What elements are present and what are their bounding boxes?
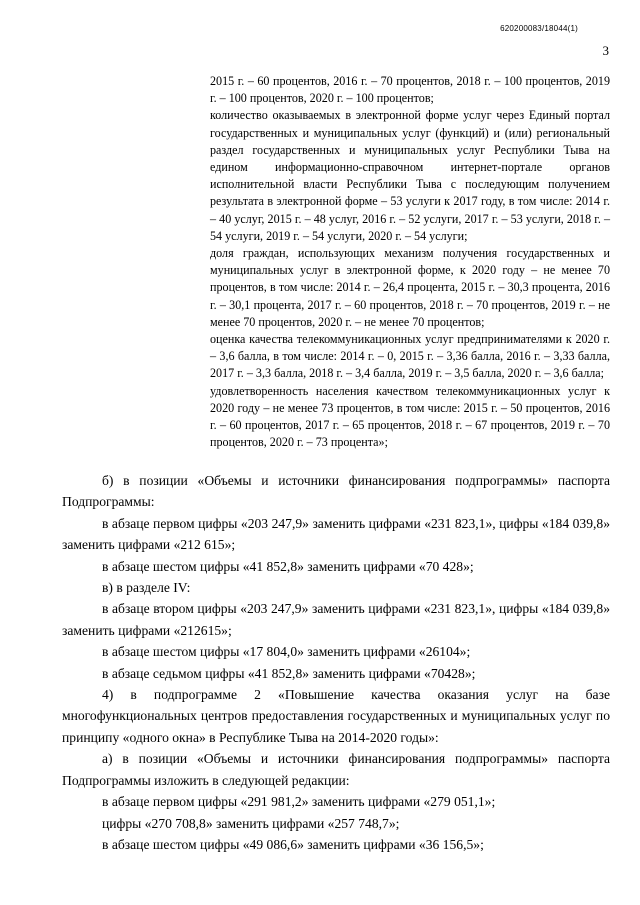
quoted-paragraph: количество оказываемых в электронной форме услуг через Единый портал государственных и муниципальных услуг (функций) и (или) региональный раздел государственных и муниципальных услуг Республики Тыва на едином информационно-справочном интернет-портале органов исполнительной власти Республики Тыва с последующим получением результата в электронной форме – 53 услуги к 2017 году, в том числе: 2014 г. – 40 услуг, 2015 г. – 48 услуг, 2016 г. – 52 услуги, 2017 г. – 53 услуги, 2018 г. – 54 услуги, 2019 г. – 54 услуги, 2020 г. – 54 услуги;	[210, 108, 610, 243]
body-paragraph: в абзаце первом цифры «291 981,2» заменить цифрами «279 051,1»;	[102, 794, 496, 810]
document-id: 620200083/18044(1)	[500, 24, 578, 33]
body-paragraph: б) в позиции «Объемы и источники финансирования подпрограммы» паспорта Подпрограммы:	[62, 473, 610, 510]
quoted-indicators-block	[210, 73, 610, 451]
quoted-paragraph: доля граждан, использующих механизм получения государственных и муниципальных услуг в электронной форме, к 2020 году – не менее 70 процентов, в том числе: 2014 г. – 26,4 процента, 2015 г. – 30,3 процента, 2016 г. – 30,1 процента, 2017 г. – 60 процентов, 2018 г. – 70 процентов, 2019 г. – не менее 70 процентов, 2020 г. – не менее 70 процентов;	[210, 246, 610, 329]
body-paragraph: в) в разделе IV:	[102, 580, 191, 596]
body-paragraph: а) в позиции «Объемы и источники финансирования подпрограммы» паспорта Подпрограммы изложить в следующей редакции:	[62, 751, 610, 788]
quoted-paragraph: оценка качества телекоммуникационных услуг предпринимателями к 2020 г. – 3,6 балла, в том числе: 2014 г. – 0, 2015 г. – 3,36 балла, 2016 г. – 3,33 балла, 2017 г. – 3,3 балла, 2018 г. – 3,4 балла, 2019 г. – 3,5 балла, 2020 г. – 3,6 балла;	[210, 332, 610, 381]
body-paragraph: в абзаце шестом цифры «41 852,8» заменить цифрами «70 428»;	[102, 558, 474, 574]
quoted-paragraph: удовлетворенность населения качеством телекоммуникационных услуг к 2020 году – не менее 73 процентов, в том числе: 2015 г. – 50 процентов, 2016 г. – 60 процентов, 2017 г. – 65 процентов, 2018 г. – 67 процентов, 2019 г. – 70 процентов, 2020 г. – 73 процента»;	[210, 383, 610, 450]
body-paragraph: в абзаце первом цифры «203 247,9» заменить цифрами «231 823,1», цифры «184 039,8» заменить цифрами «212 615»;	[62, 515, 610, 553]
quoted-paragraph: 2015 г. – 60 процентов, 2016 г. – 70 процентов, 2018 г. – 100 процентов, 2019 г. – 100 процентов, 2020 г. – 100 процентов;	[210, 74, 610, 106]
main-text	[62, 470, 610, 855]
body-paragraph: в абзаце шестом цифры «17 804,0» заменить цифрами «26104»;	[102, 644, 471, 660]
body-paragraph: в абзаце шестом цифры «49 086,6» заменить цифрами «36 156,5»;	[102, 836, 484, 852]
body-paragraph: в абзаце втором цифры «203 247,9» заменить цифрами «231 823,1», цифры «184 039,8» заменить цифрами «212615»;	[62, 601, 610, 638]
body-paragraph: 4) в подпрограмме 2 «Повышение качества оказания услуг на базе многофункциональных центров предоставления государственных и муниципальных услуг по принципу «одного окна» в Республике Тыва на 2014-2020 годы»:	[62, 687, 610, 745]
body-paragraph: цифры «270 708,8» заменить цифрами «257 748,7»;	[102, 815, 400, 831]
page-number: 3	[602, 43, 609, 58]
body-paragraph: в абзаце седьмом цифры «41 852,8» заменить цифрами «70428»;	[102, 665, 476, 681]
